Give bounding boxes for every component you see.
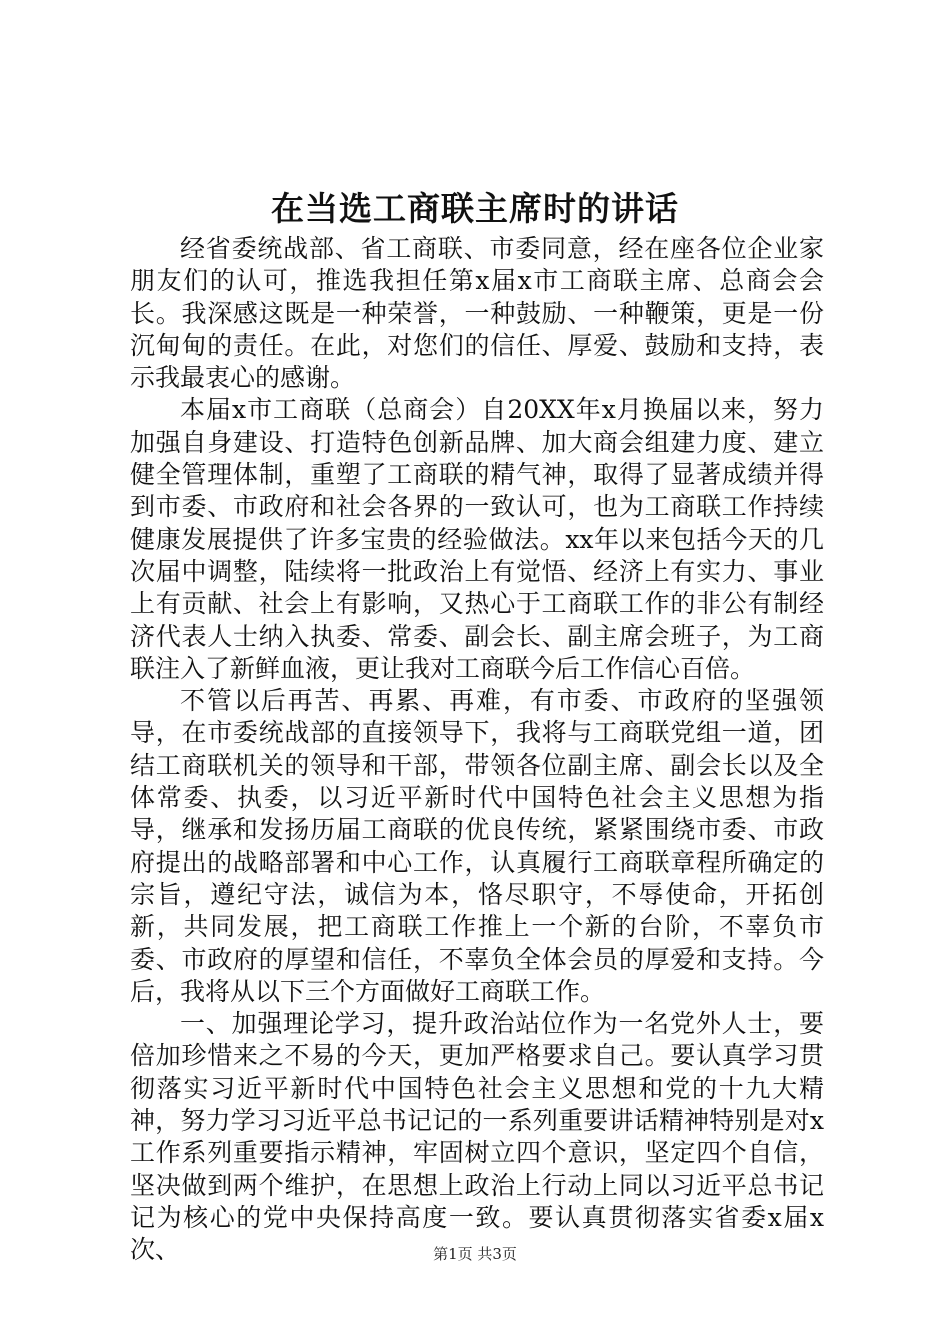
page-number: 第1页 — [433, 1245, 473, 1263]
paragraph-4: 一、加强理论学习，提升政治站位作为一名党外人士，要倍加珍惜来之不易的今天，更加严格要求自己。要认真学习贯彻落实习近平新时代中国特色社会主义思想和党的十九大精神，努力学习习近平总书记记的一系列重要讲话精神特别是对x工作系列重要指示精神，牢固树立四个意识，坚定四个自信，坚决做到两个维护，在思想上政治上行动上同以习近平总书记记为核心的党中央保持高度一致。要认真贯彻落实省委x届x次、 — [130, 1009, 824, 1265]
document-title: 在当选工商联主席时的讲话 — [271, 189, 679, 228]
paragraph-1: 经省委统战部、省工商联、市委同意，经在座各位企业家朋友们的认可，推选我担任第x届x市工商联主席、总商会会长。我深感这既是一种荣誉，一种鼓励、一种鞭策，更是一份沉甸甸的责任。在此，对您们的信任、厚爱、鼓励和支持，表示我最衷心的感谢。 — [130, 234, 824, 393]
page-total: 共3页 — [477, 1245, 517, 1263]
page-footer — [0, 1243, 950, 1265]
paragraph-2: 本届x市工商联（总商会）自20XX年x月换届以来，努力加强自身建设、打造特色创新品牌、加大商会组建力度、建立健全管理体制，重塑了工商联的精气神，取得了显著成绩并得到市委、市政府和社会各界的一致认可，也为工商联工作持续健康发展提供了许多宝贵的经验做法。xx年以来包括今天的几次届中调整，陆续将一批政治上有觉悟、经济上有实力、事业上有贡献、社会上有影响，又热心于工商联工作的非公有制经济代表人士纳入执委、常委、副会长、副主席会班子，为工商联注入了新鲜血液，更让我对工商联今后工作信心百倍。 — [130, 395, 824, 683]
document-body — [130, 233, 824, 1267]
paragraph-3: 不管以后再苦、再累、再难，有市委、市政府的坚强领导，在市委统战部的直接领导下，我将与工商联党组一道，团结工商联机关的领导和干部，带领各位副主席、副会长以及全体常委、执委，以习近平新时代中国特色社会主义思想为指导，继承和发扬历届工商联的优良传统，紧紧围绕市委、市政府提出的战略部署和中心工作，认真履行工商联章程所确定的宗旨，遵纪守法，诚信为本，恪尽职守，不辱使命，开拓创新，共同发展，把工商联工作推上一个新的台阶，不辜负市委、市政府的厚望和信任，不辜负全体会员的厚爱和支持。今后，我将从以下三个方面做好工商联工作。 — [130, 686, 824, 1006]
